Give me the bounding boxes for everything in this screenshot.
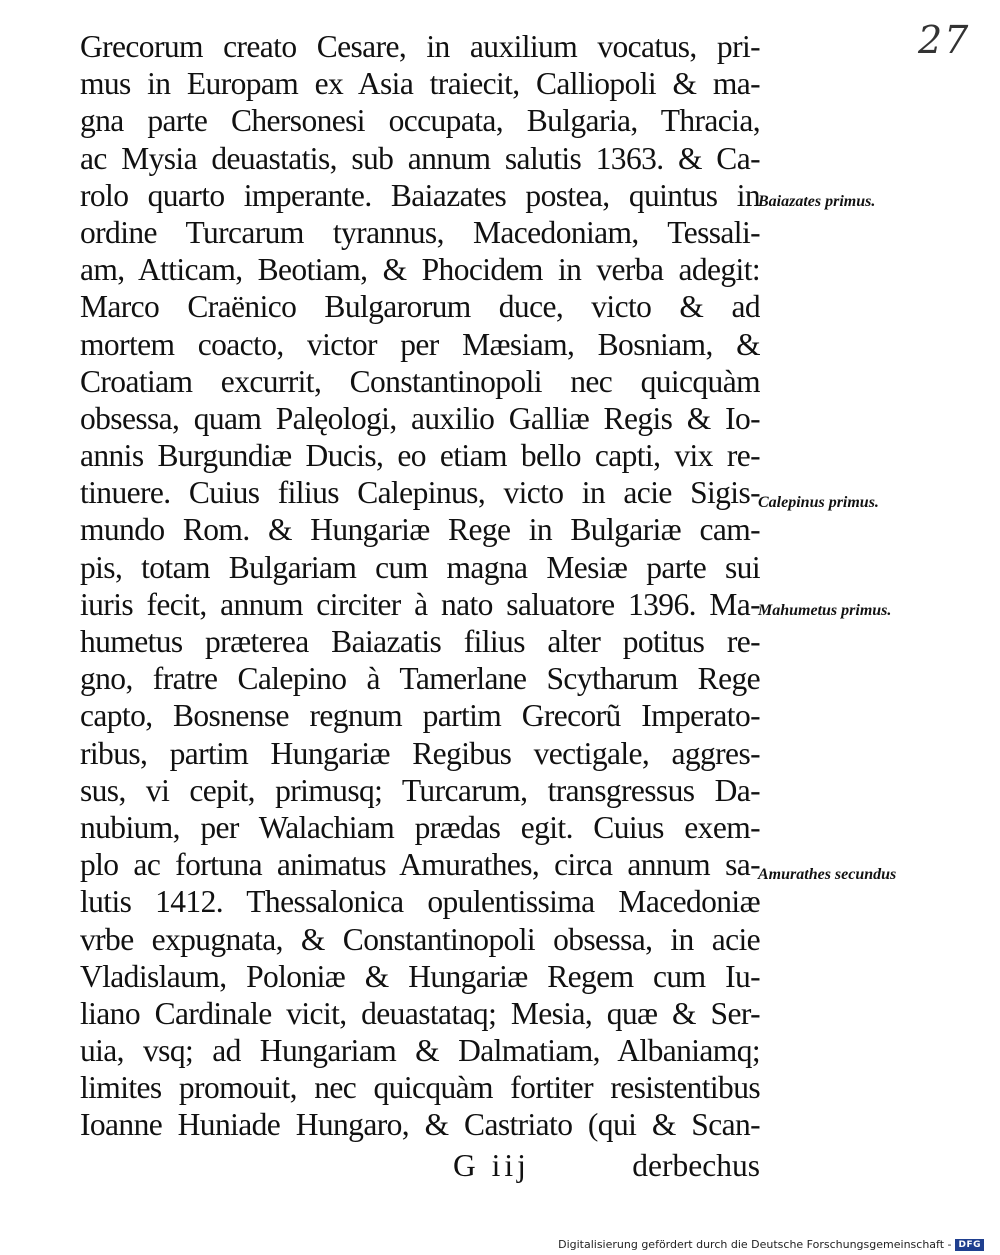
- text-line: Vladislaum, Poloniæ & Hungariæ Regem cum Iu-: [80, 958, 760, 994]
- text-line: nubium, per Walachiam prædas egit. Cuius exem-: [80, 809, 760, 845]
- text-line: mortem coacto, victor per Mæsiam, Bosniam, &: [80, 326, 760, 362]
- text-line: ribus, partim Hungariæ Regibus vectigale, aggres-: [80, 735, 760, 771]
- text-line: gna parte Chersonesi occupata, Bulgaria, Thracia,: [80, 103, 760, 139]
- marginal-note: Baiazates primus.: [758, 193, 876, 210]
- marginal-note: Mahumetus primus.: [758, 602, 892, 619]
- catchword: derbechus: [632, 1148, 760, 1183]
- text-line: Croatiam excurrit, Constantinopoli nec quicquàm: [80, 363, 760, 399]
- marginal-note: Calepinus primus.: [758, 494, 879, 511]
- signature-mark: G iij: [453, 1148, 530, 1183]
- text-line: gno, fratre Calepino à Tamerlane Scytharum Rege: [80, 661, 760, 697]
- text-line: pis, totam Bulgariam cum magna Mesiæ parte sui: [80, 549, 760, 585]
- text-line: ac Mysia deuastatis, sub annum salutis 1363. & Ca-: [80, 140, 760, 176]
- text-line: vrbe expugnata, & Constantinopoli obsessa, in acie: [80, 921, 760, 957]
- text-line: limites promouit, nec quicquàm fortiter resistentibus: [80, 1070, 760, 1106]
- text-line: humetus præterea Baiazatis filius alter potitus re-: [80, 624, 760, 659]
- text-line: mus in Europam ex Asia traiecit, Calliopoli & ma-: [80, 66, 760, 102]
- text-line: obsessa, quam Palęologi, auxilio Galliæ Regis & Io-: [80, 400, 760, 436]
- footer-text: Digitalisierung gefördert durch die Deutsche Forschungsgemeinschaft -: [558, 1238, 952, 1251]
- text-line: tinuere. Cuius filius Calepinus, victo in acie Sigis-: [80, 475, 760, 511]
- text-line: liano Cardinale vicit, deuastataq; Mesia, quæ & Ser-: [80, 995, 760, 1031]
- text-line: annis Burgundiæ Ducis, eo etiam bello capti, vix re-: [80, 438, 760, 474]
- text-line: uia, vsq; ad Hungariam & Dalmatiam, Albaniamq;: [80, 1033, 760, 1069]
- text-line: mundo Rom. & Hungariæ Rege in Bulgariæ cam-: [80, 512, 760, 548]
- text-line: rolo quarto imperante. Baiazates postea, quintus in: [80, 177, 760, 213]
- text-line: sus, vi cepit, primusq; Turcarum, transgressus Da-: [80, 772, 760, 808]
- text-line: Marco Craënico Bulgarorum duce, victo & ad: [80, 289, 760, 325]
- text-line: capto, Bosnense regnum partim Grecorũ Imperato-: [80, 698, 760, 734]
- text-line: lutis 1412. Thessalonica opulentissima Macedoniæ: [80, 884, 760, 920]
- catch-line: [80, 1146, 760, 1186]
- text-line: ordine Turcarum tyrannus, Macedoniam, Tessali-: [80, 214, 760, 250]
- text-line: Ioanne Huniade Hungaro, & Castriato (qui & Scan-: [80, 1107, 760, 1143]
- text-line: iuris fecit, annum circiter à nato saluatore 1396. Ma-: [80, 586, 760, 622]
- main-text-block: [80, 28, 760, 1144]
- text-line: Grecorum creato Cesare, in auxilium vocatus, pri-: [80, 29, 760, 64]
- page-number: 27: [918, 18, 971, 62]
- dfg-logo: DFG: [955, 1239, 984, 1251]
- marginal-note: Amurathes secundus: [758, 866, 897, 883]
- text-line: am, Atticam, Beotiam, & Phocidem in verba adegit:: [80, 252, 760, 288]
- text-line: plo ac fortuna animatus Amurathes, circa annum sa-: [80, 847, 760, 883]
- digitization-footer: [558, 1238, 984, 1251]
